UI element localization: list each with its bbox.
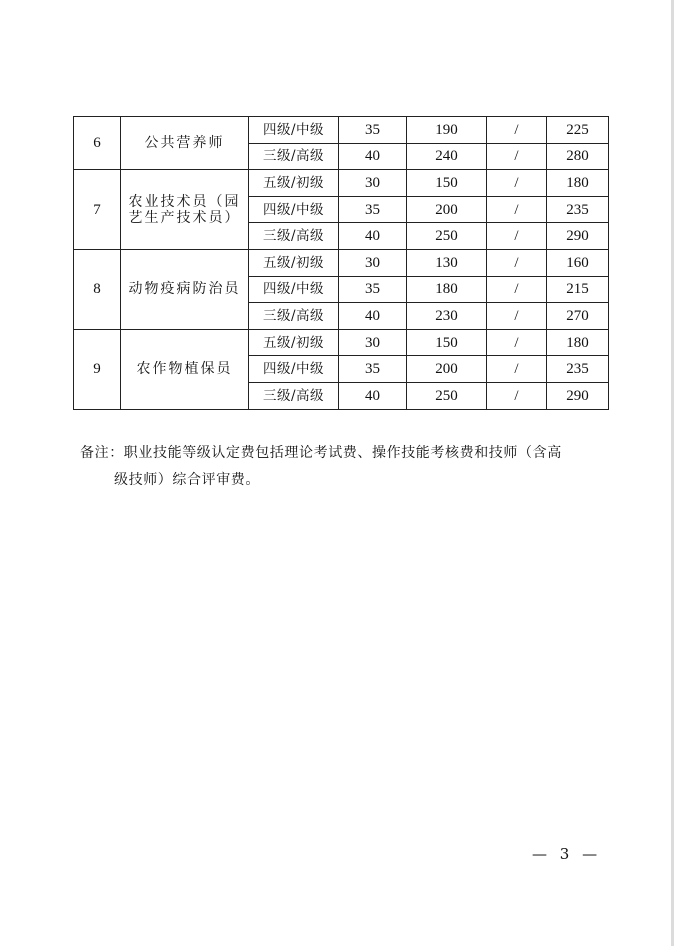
level-cell: 五级/初级 <box>249 329 339 356</box>
level-cell: 三级/高级 <box>249 382 339 409</box>
fee-cell: 40 <box>339 223 407 250</box>
fee-cell: / <box>487 170 547 197</box>
fee-cell: / <box>487 223 547 250</box>
level-cell: 三级/高级 <box>249 303 339 330</box>
fee-cell: 35 <box>339 356 407 383</box>
occupation-name: 动物疫病防治员 <box>121 249 249 329</box>
total-cell: 290 <box>547 223 609 250</box>
item-index: 9 <box>74 329 121 409</box>
table-row <box>74 249 609 276</box>
item-index: 6 <box>74 117 121 170</box>
fee-cell: / <box>487 329 547 356</box>
level-cell: 五级/初级 <box>249 249 339 276</box>
total-cell: 235 <box>547 196 609 223</box>
item-index: 8 <box>74 249 121 329</box>
level-cell: 四级/中级 <box>249 276 339 303</box>
table-row <box>74 329 609 356</box>
level-cell: 三级/高级 <box>249 223 339 250</box>
total-cell: 160 <box>547 249 609 276</box>
total-cell: 290 <box>547 382 609 409</box>
fee-cell: 30 <box>339 329 407 356</box>
fee-cell: / <box>487 382 547 409</box>
fee-cell: 180 <box>407 276 487 303</box>
fee-cell: 40 <box>339 143 407 170</box>
fee-cell: / <box>487 117 547 144</box>
fee-cell: 35 <box>339 196 407 223</box>
occupation-name: 农业技术员（园 艺生产技术员） <box>121 170 249 250</box>
fee-cell: 200 <box>407 356 487 383</box>
fee-cell: / <box>487 276 547 303</box>
fee-cell: 200 <box>407 196 487 223</box>
fee-cell: / <box>487 356 547 383</box>
fee-cell: 250 <box>407 223 487 250</box>
occupation-name: 农作物植保员 <box>121 329 249 409</box>
total-cell: 215 <box>547 276 609 303</box>
remark-line-1: 备注：职业技能等级认定费包括理论考试费、操作技能考核费和技师（含高 <box>80 445 562 461</box>
fee-cell: 130 <box>407 249 487 276</box>
fee-cell: 240 <box>407 143 487 170</box>
total-cell: 225 <box>547 117 609 144</box>
table-row <box>74 170 609 197</box>
fee-cell: 230 <box>407 303 487 330</box>
fee-cell: 35 <box>339 276 407 303</box>
fee-cell: 40 <box>339 303 407 330</box>
level-cell: 五级/初级 <box>249 170 339 197</box>
level-cell: 四级/中级 <box>249 117 339 144</box>
remark-line-2: 级技师）综合评审费。 <box>114 472 260 488</box>
level-cell: 四级/中级 <box>249 196 339 223</box>
fee-cell: / <box>487 196 547 223</box>
fee-cell: / <box>487 143 547 170</box>
item-index: 7 <box>74 170 121 250</box>
total-cell: 180 <box>547 329 609 356</box>
level-cell: 四级/中级 <box>249 356 339 383</box>
total-cell: 235 <box>547 356 609 383</box>
level-cell: 三级/高级 <box>249 143 339 170</box>
occupation-name: 公共营养师 <box>121 117 249 170</box>
table-row <box>74 117 609 144</box>
page-number: — 3 — <box>532 845 602 863</box>
fee-cell: 40 <box>339 382 407 409</box>
fee-cell: 150 <box>407 329 487 356</box>
fee-cell: 30 <box>339 249 407 276</box>
total-cell: 280 <box>547 143 609 170</box>
fee-cell: 190 <box>407 117 487 144</box>
fee-cell: / <box>487 303 547 330</box>
fee-cell: 150 <box>407 170 487 197</box>
fee-table <box>73 116 609 410</box>
total-cell: 270 <box>547 303 609 330</box>
remark-note <box>80 440 610 494</box>
fee-cell: 35 <box>339 117 407 144</box>
total-cell: 180 <box>547 170 609 197</box>
fee-cell: 30 <box>339 170 407 197</box>
fee-cell: / <box>487 249 547 276</box>
fee-cell: 250 <box>407 382 487 409</box>
